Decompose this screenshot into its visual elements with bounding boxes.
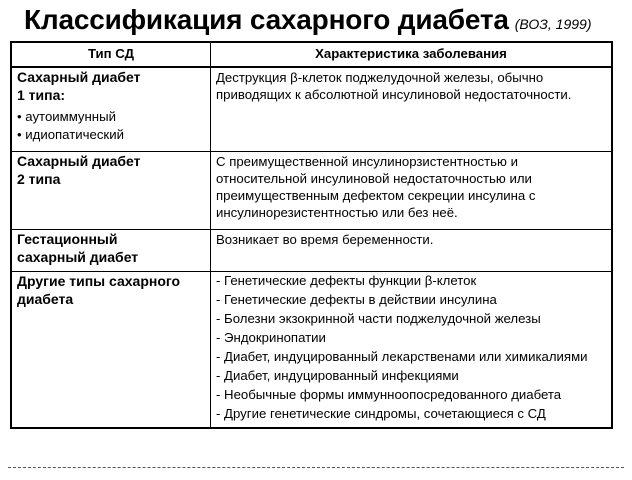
list-item: - Эндокринопатии <box>216 330 326 345</box>
description-cell: Возникает во время беременности. <box>211 230 613 272</box>
list-item: - Диабет, индуцированный лекарственами или химикалиями <box>216 349 588 364</box>
title-main: Классификация сахарного диабета <box>24 4 509 35</box>
description-cell: Деструкция β-клеток поджелудочной железы, обычно приводящих к абсолютной инсулиновой недостаточности. <box>211 67 613 152</box>
type-cell <box>11 152 211 230</box>
list-item: - Генетические дефекты функции β-клеток <box>216 273 477 288</box>
type-name-line: Сахарный диабет <box>17 69 141 85</box>
type-name-line: 1 типа: <box>17 86 66 103</box>
type-cell <box>11 272 211 429</box>
list-item: - Болезни экзокринной части поджелудочной железы <box>216 311 541 326</box>
list-item: - Другие генетические синдромы, сочетающиеся с СД <box>216 406 546 421</box>
list-item: - Диабет, индуцированный инфекциями <box>216 368 459 383</box>
type-name-line: Сахарный диабет <box>17 153 141 169</box>
description-cell: С преимущественной инсулинорзистентностью и относительной инсулиновой недостаточностью или преимущественным дефектом секреции инсулина с инсулинорезистентностью или без неё. <box>211 152 613 230</box>
table-row <box>11 67 612 152</box>
type-cell <box>11 67 211 152</box>
bottom-divider <box>8 467 624 468</box>
type-name-line: диабета <box>17 290 74 307</box>
subtype-item: • аутоиммунный <box>17 109 116 124</box>
table-row <box>11 152 612 230</box>
description-cell <box>211 272 613 429</box>
page-title <box>24 4 591 36</box>
title-source: (ВОЗ, 1999) <box>514 16 592 32</box>
subtype-list <box>17 108 205 144</box>
table-header-row <box>11 42 612 67</box>
classification-table <box>10 41 613 429</box>
list-item: - Необычные формы иммунноопосредованного диабета <box>216 387 562 402</box>
table-row <box>11 272 612 429</box>
subtype-item: • идиопатический <box>17 127 124 142</box>
type-name-line: Гестационный <box>17 231 118 247</box>
list-item: - Генетические дефекты в действии инсулина <box>216 292 497 307</box>
type-name-line: 2 типа <box>17 170 61 187</box>
type-cell <box>11 230 211 272</box>
type-name-line: Другие типы сахарного <box>17 273 181 289</box>
type-name-line: сахарный диабет <box>17 248 139 265</box>
header-characteristic: Характеристика заболевания <box>211 42 613 67</box>
header-type: Тип СД <box>11 42 211 67</box>
table-row <box>11 230 612 272</box>
